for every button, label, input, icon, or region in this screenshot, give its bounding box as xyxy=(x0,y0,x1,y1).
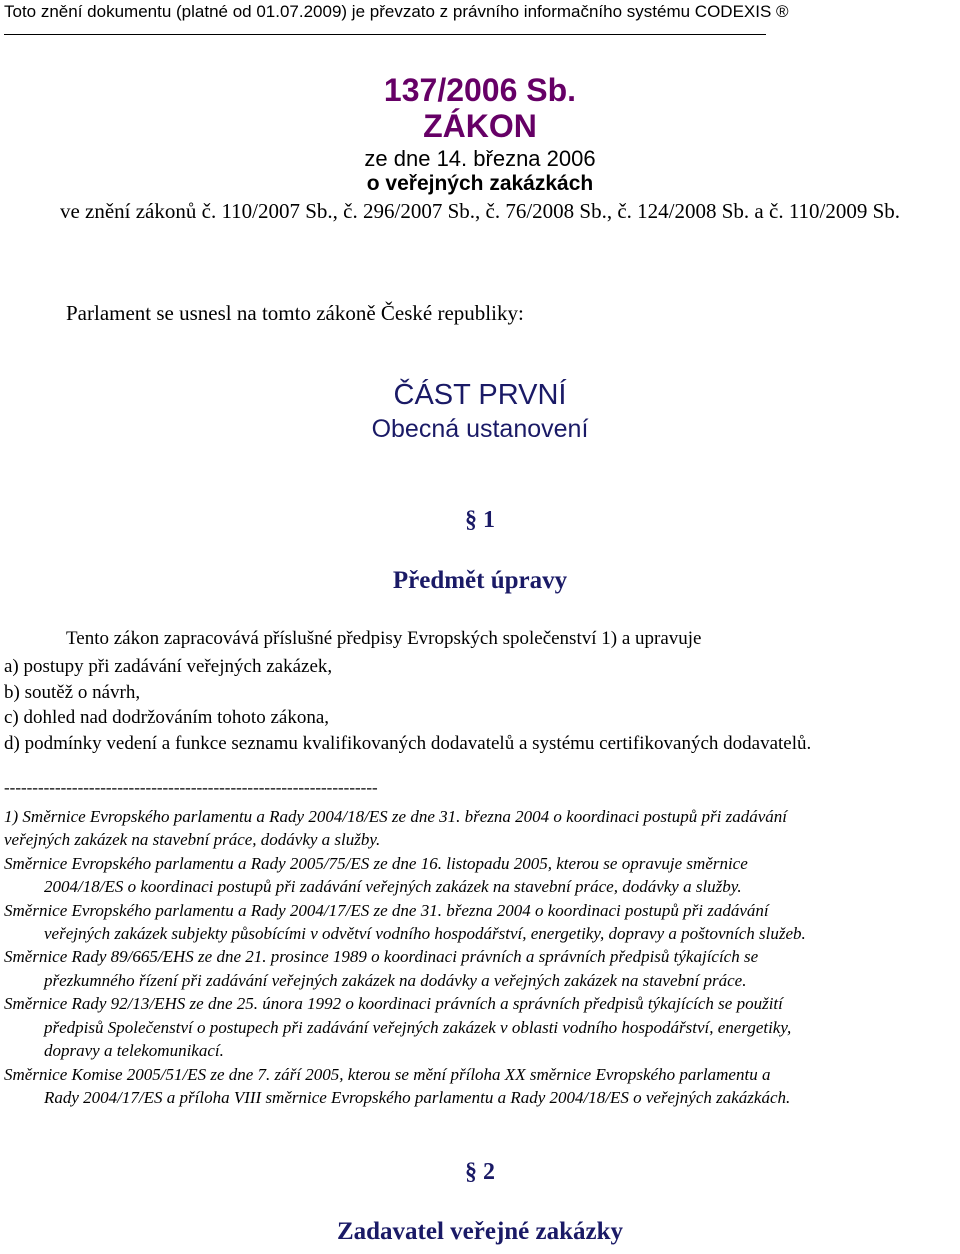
footnote-line: dopravy a telekomunikací. xyxy=(44,1041,224,1060)
section-2-mark: § 2 xyxy=(465,1159,495,1185)
law-amendments: ve znění zákonů č. 110/2007 Sb., č. 296/2007 Sb., č. 76/2008 Sb., č. 124/2008 Sb. a č. 110/2009 Sb. xyxy=(59,199,901,223)
footnote-line: přezkumného řízení při zadávání veřejných zakázek na dodávky a veřejných zakázek na stavební práce. xyxy=(44,971,747,990)
preamble: Parlament se usnesl na tomto zákoně České republiky: xyxy=(66,301,524,325)
section-2-title: Zadavatel veřejné zakázky xyxy=(336,1218,624,1245)
section-1-mark: § 1 xyxy=(465,507,495,533)
law-type: ZÁKON xyxy=(423,108,537,144)
section-1-item-c: c) dohled nad dodržováním tohoto zákona, xyxy=(4,707,330,728)
footnote-line: Směrnice Evropského parlamentu a Rady 2004/17/ES ze dne 31. března 2004 o koordinaci postupů při zadávání xyxy=(4,901,769,920)
footnote-separator: ------------------------------------------------------------------ xyxy=(4,778,378,797)
part-heading: ČÁST PRVNÍ xyxy=(393,379,567,411)
footnote-line: předpisů Společenství o postupech při zadávání veřejných zakázek v oblasti vodního hospodářství, energetiky, xyxy=(44,1018,792,1037)
section-1-item-d: d) podmínky vedení a funkce seznamu kvalifikovaných dodavatelů a systému certifikovaných dodavatelů. xyxy=(4,733,812,754)
footnote-line: Směrnice Rady 89/665/EHS ze dne 21. prosince 1989 o koordinaci právních a správních předpisů týkajících se xyxy=(4,947,759,966)
header-divider xyxy=(4,34,766,35)
law-number: 137/2006 Sb. xyxy=(383,72,577,108)
footnote-line: Rady 2004/17/ES a příloha VIII směrnice Evropského parlamentu a Rady 2004/18/ES o veřejných zakázkách. xyxy=(44,1088,791,1107)
footnote-line: Směrnice Rady 92/13/EHS ze dne 25. února 1992 o koordinaci právních a správních předpisů týkajících se použití xyxy=(4,994,783,1013)
document-source-header: Toto znění dokumentu (platné od 01.07.2009) je převzato z právního informačního systému CODEXIS ® xyxy=(4,2,789,21)
section-1-item-b: b) soutěž o návrh, xyxy=(4,682,141,703)
section-1-title: Předmět úpravy xyxy=(392,567,568,594)
law-subject: o veřejných zakázkách xyxy=(366,172,594,195)
footnote-line: veřejných zakázek subjekty působícími v odvětví vodního hospodářství, energetiky, dopravy a poštovních služeb. xyxy=(44,924,806,943)
footnote-line: 1) Směrnice Evropského parlamentu a Rady 2004/18/ES ze dne 31. března 2004 o koordinaci postupů při zadávání xyxy=(4,807,787,826)
law-date: ze dne 14. března 2006 xyxy=(364,146,596,171)
footnote-line: veřejných zakázek na stavební práce, dodávky a služby. xyxy=(4,830,381,849)
footnote-line: Směrnice Komise 2005/51/ES ze dne 7. září 2005, kterou se mění příloha XX směrnice Evropského parlamentu a xyxy=(4,1065,771,1084)
section-1-item-a: a) postupy při zadávání veřejných zakázek, xyxy=(4,656,333,677)
section-1-intro: Tento zákon zapracovává příslušné předpisy Evropských společenství 1) a upravuje xyxy=(66,628,702,649)
part-subheading: Obecná ustanovení xyxy=(371,415,589,443)
footnote-line: 2004/18/ES o koordinaci postupů při zadávání veřejných zakázek na stavební práce, dodávky a služby. xyxy=(44,877,742,896)
footnote-line: Směrnice Evropského parlamentu a Rady 2005/75/ES ze dne 16. listopadu 2005, kterou se opravuje směrnice xyxy=(4,854,748,873)
